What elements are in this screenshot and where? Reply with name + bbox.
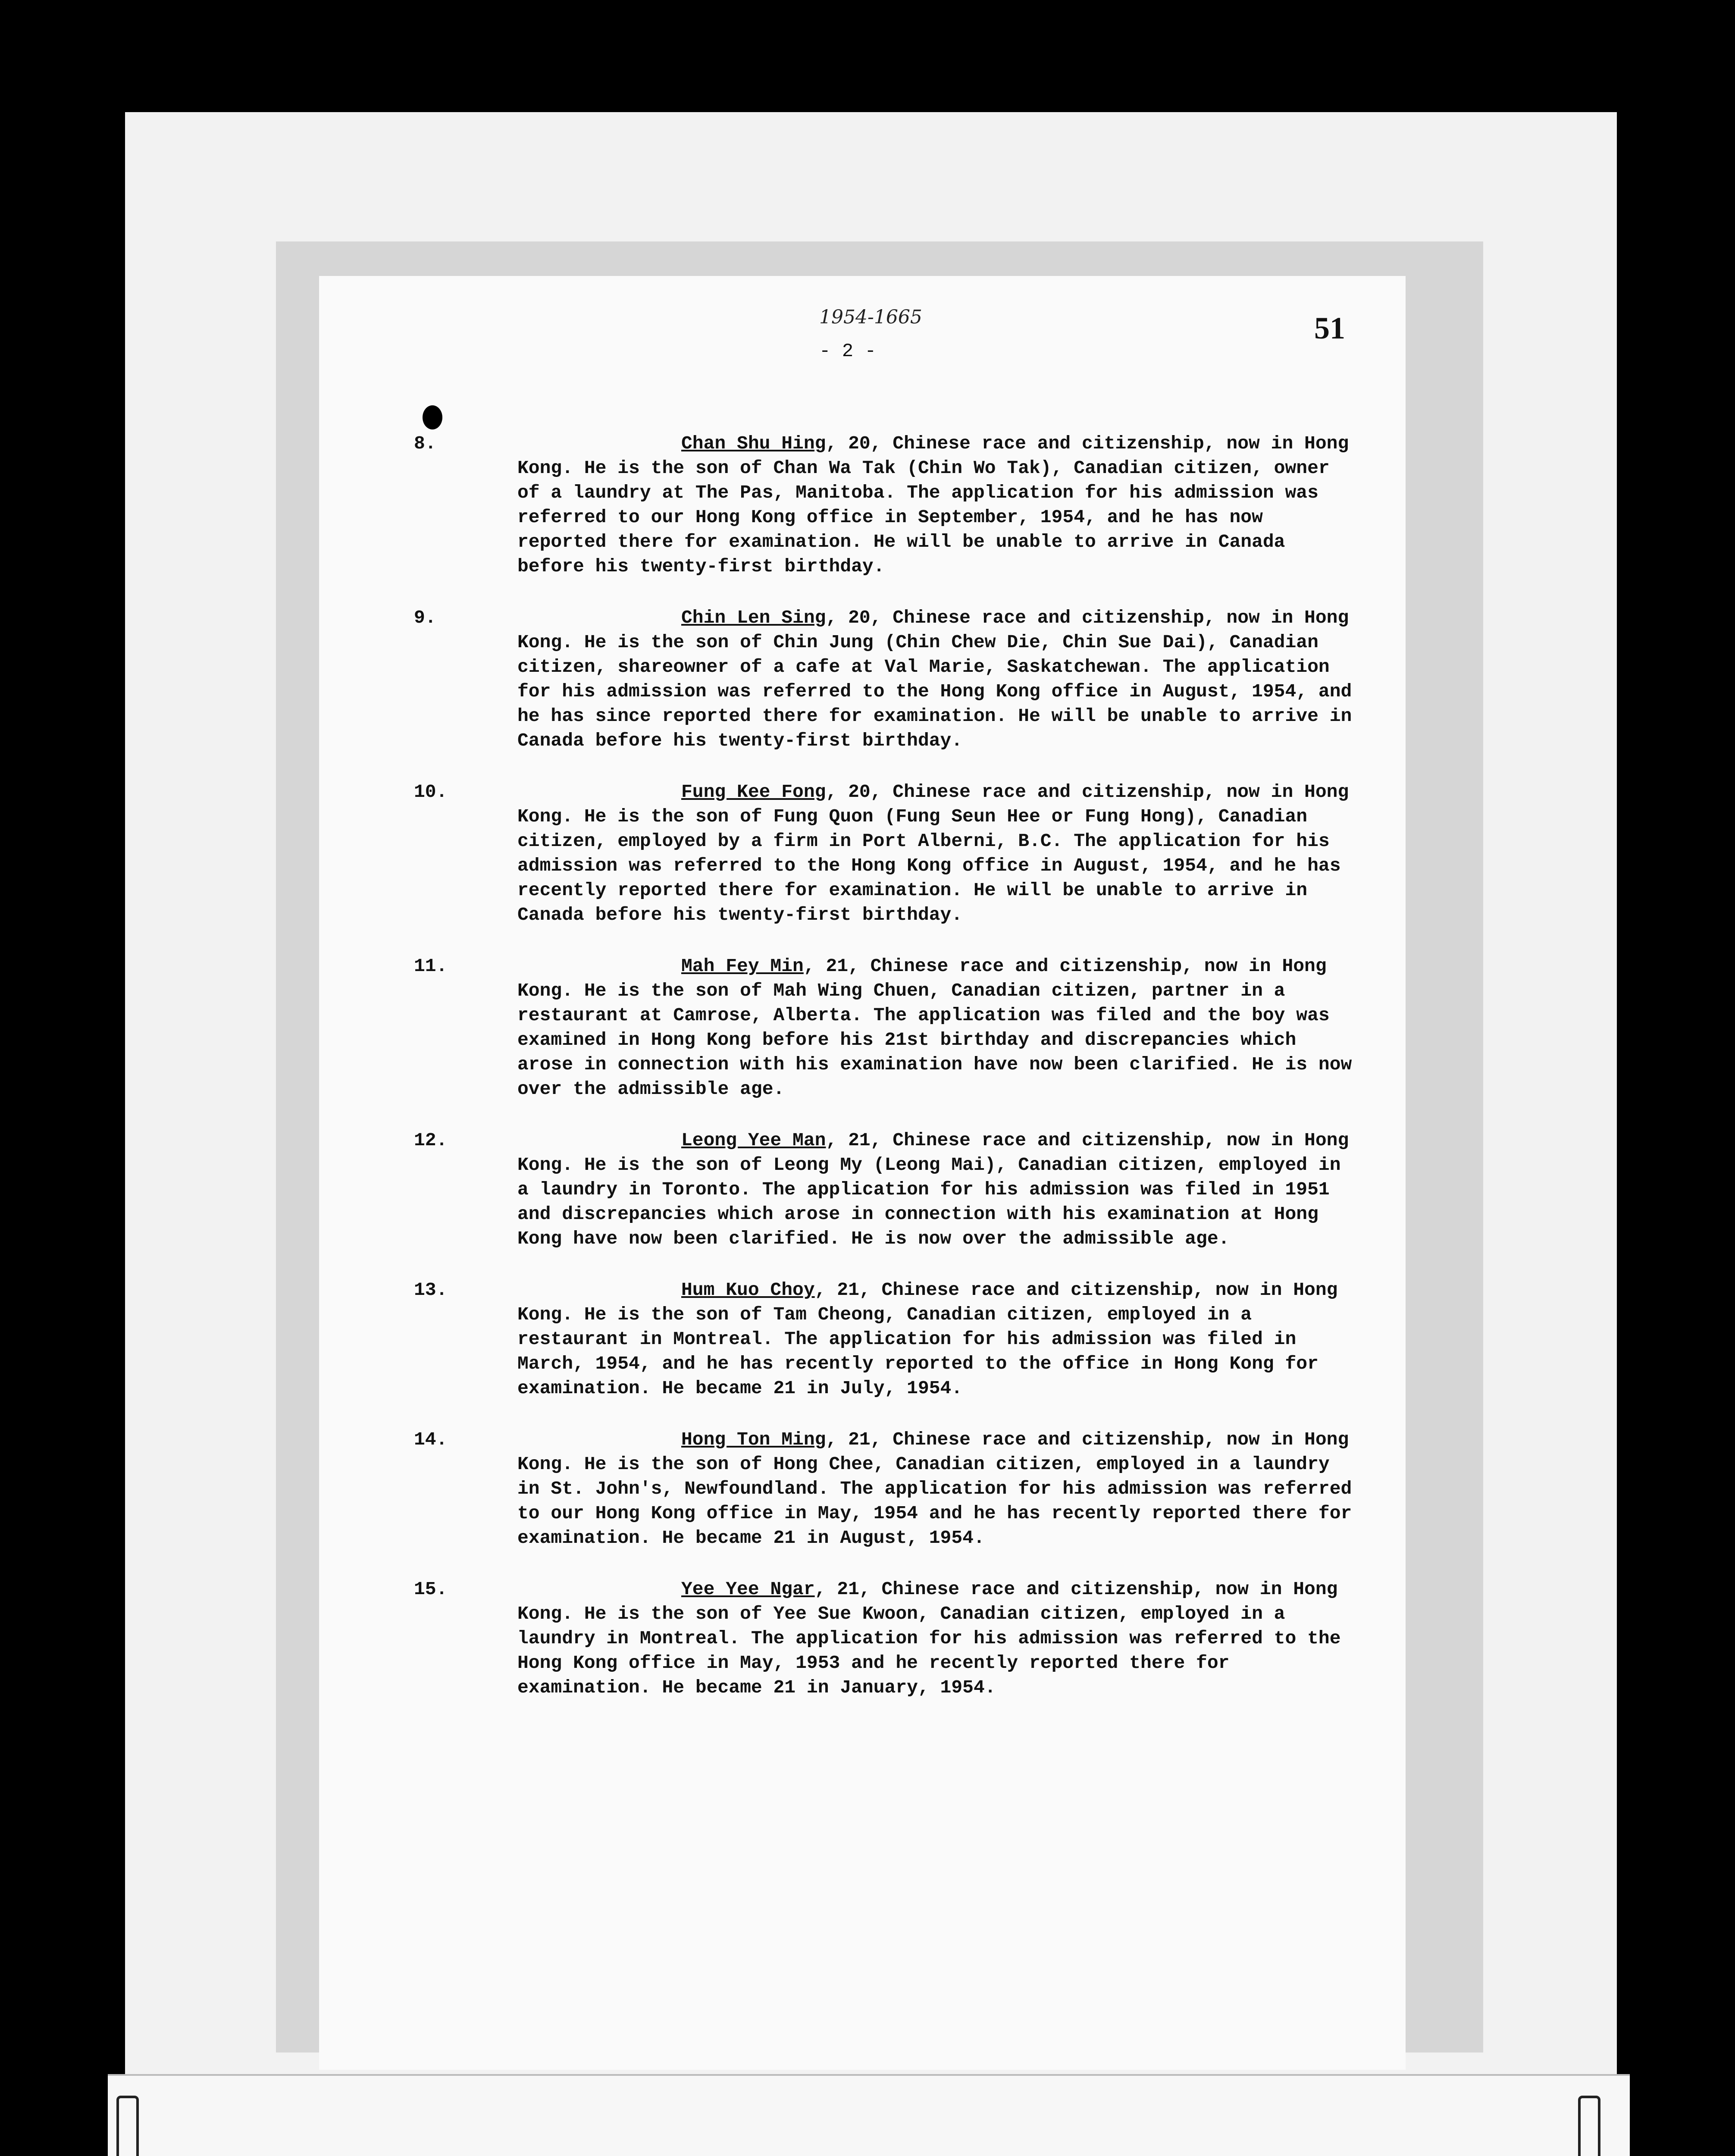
entry-number: 13. (414, 1279, 448, 1300)
binder-clip-right (1578, 2096, 1600, 2156)
entry-body: , 21, Chinese race and citizenship, now in Hong Kong. He is the son of Leong My (Leong Mai), Canadian citizen, employed in a laundry in Toronto. The application for his admission was filed in 1951 and discrepancies which arose in connection with his examination at Hong Kong have now been clarified. He is now over the admissible age. (517, 1130, 1349, 1249)
entry-13 (414, 1278, 1362, 1401)
applicant-name: Fung Kee Fong (681, 781, 826, 802)
entry-14 (414, 1427, 1362, 1550)
applicant-name: Chan Shu Hing (681, 433, 826, 454)
binder-clip-left (116, 2096, 139, 2156)
entry-body: , 21, Chinese race and citizenship, now in Hong Kong. He is the son of Yee Sue Kwoon, Canadian citizen, employed in a laundry in Montreal. The application for his admission was referred to the Hong Kong office in May, 1953 and he recently reported there for examination. He became 21 in January, 1954. (517, 1579, 1341, 1698)
scan-bottom-strip (108, 2074, 1630, 2156)
entry-12 (414, 1128, 1362, 1251)
entry-body: , 20, Chinese race and citizenship, now in Hong Kong. He is the son of Chin Jung (Chin Chew Die, Chin Sue Dai), Canadian citizen, shareowner of a cafe at Val Marie, Saskatchewan. The application for his admission was referred to the Hong Kong office in August, 1954, and he has since reported there for examination. He will be unable to arrive in Canada before his twenty-first birthday. (517, 607, 1352, 751)
page-number: - 2 - (819, 341, 877, 362)
folio-number: 51 (1314, 311, 1345, 345)
applicant-name: Mah Fey Min (681, 956, 804, 977)
entry-number: 9. (414, 607, 436, 628)
entry-9 (414, 605, 1362, 753)
entry-body: , 21, Chinese race and citizenship, now in Hong Kong. He is the son of Hong Chee, Canadian citizen, employed in a laundry in St. John's, Newfoundland. The application for his admission was referred to our Hong Kong office in May, 1954 and he has recently reported there for examination. He became 21 in August, 1954. (517, 1429, 1352, 1548)
applicant-name: Chin Len Sing (681, 607, 826, 628)
entry-number: 15. (414, 1579, 448, 1600)
entry-number: 14. (414, 1429, 448, 1450)
entry-body: , 21, Chinese race and citizenship, now in Hong Kong. He is the son of Tam Cheong, Canadian citizen, employed in a restaurant in Montreal. The application for his admission was filed in March, 1954, and he has recently reported to the office in Hong Kong for examination. He became 21 in July, 1954. (517, 1279, 1338, 1399)
entry-number: 12. (414, 1130, 448, 1151)
applicant-name: Yee Yee Ngar (681, 1579, 815, 1600)
entry-8 (414, 431, 1362, 579)
typed-document-page (319, 276, 1406, 2070)
handwritten-file-note: 1954-1665 (819, 306, 922, 328)
entry-body: , 21, Chinese race and citizenship, now in Hong Kong. He is the son of Mah Wing Chuen, Canadian citizen, partner in a restaurant at Camrose, Alberta. The application was filed and the boy was examined in Hong Kong before his 21st birthday and discrepancies which arose in connection with his examination have now been clarified. He is now over the admissible age. (517, 956, 1352, 1100)
punch-hole (423, 405, 442, 429)
applicant-name: Hong Ton Ming (681, 1429, 826, 1450)
applicant-name: Leong Yee Man (681, 1130, 826, 1151)
entry-number: 11. (414, 956, 448, 977)
entry-number: 8. (414, 433, 436, 454)
applicant-name: Hum Kuo Choy (681, 1279, 815, 1300)
entry-number: 10. (414, 781, 448, 802)
entry-body: , 20, Chinese race and citizenship, now in Hong Kong. He is the son of Chan Wa Tak (Chin Wo Tak), Canadian citizen, owner of a laundry at The Pas, Manitoba. The application for his admission was referred to our Hong Kong office in September, 1954, and he has now reported there for examination. He will be unable to arrive in Canada before his twenty-first birthday. (517, 433, 1349, 577)
entry-list (414, 431, 1362, 1727)
entry-15 (414, 1577, 1362, 1700)
entry-11 (414, 954, 1362, 1101)
entry-body: , 20, Chinese race and citizenship, now in Hong Kong. He is the son of Fung Quon (Fung Seun Hee or Fung Hong), Canadian citizen, employed by a firm in Port Alberni, B.C. The application for his admission was referred to the Hong Kong office in August, 1954, and he has recently reported there for examination. He will be unable to arrive in Canada before his twenty-first birthday. (517, 781, 1349, 925)
entry-10 (414, 780, 1362, 927)
